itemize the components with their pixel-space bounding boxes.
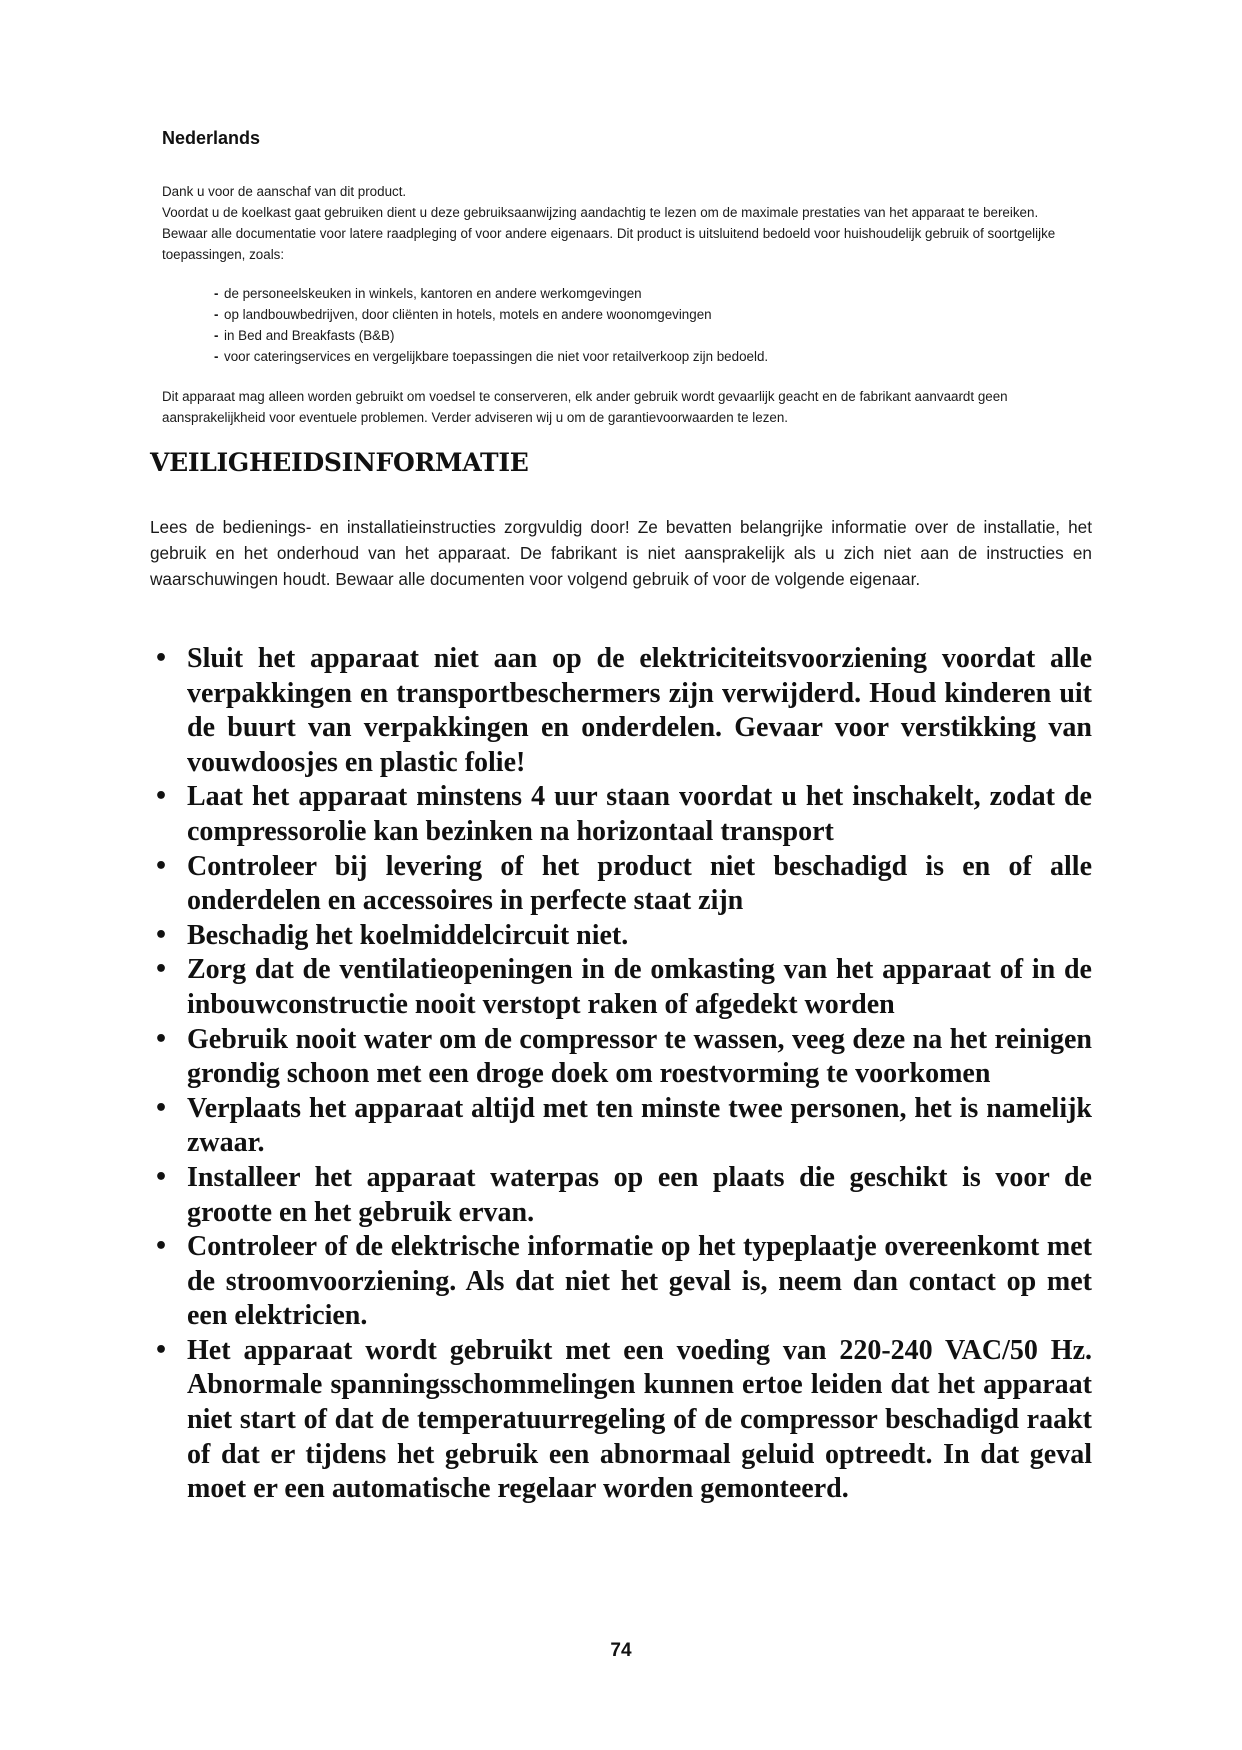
- page-number: 74: [610, 1640, 632, 1661]
- bullet-icon: •: [154, 922, 169, 948]
- warning-item: • Gebruik nooit water om de compressor te wassen, veeg deze na het reinigen grondig schoon met een droge doek om roestvorming te voorkomen: [154, 1023, 1092, 1090]
- list-item: - voor cateringservices en vergelijkbare toepassingen die niet voor retailverkoop zijn bedoeld.: [214, 346, 768, 367]
- bullet-icon: •: [154, 646, 169, 671]
- bullet-icon: •: [154, 957, 169, 983]
- disclaimer-text: Dit apparaat mag alleen worden gebruikt om voedsel te conserveren, elk ander gebruik wordt gevaarlijk geacht en de fabrikant aanvaardt geen aansprakelijkheid voor eventuele problemen. Verder adviseren wij u om de garantievoorwaarden te lezen.: [162, 389, 1008, 425]
- warning-item: • Beschadig het koelmiddelcircuit niet.: [150, 919, 1092, 954]
- language-heading: Nederlands: [162, 128, 261, 148]
- list-item: - in Bed and Breakfasts (B&B): [214, 325, 768, 346]
- dash-bullet-icon: -: [214, 307, 219, 322]
- safety-intro-text: Lees de bedienings- en installatieinstructies zorgvuldig door! Ze bevatten belangrijke informatie over de installatie, het gebruik en het onderhoud van het apparaat. De fabrikant is niet aansprakelijk als u zich niet aan de instructies en waarschuwingen houdt. Bewaar alle documenten voor volgend gebruik of voor de volgende eigenaar.: [150, 517, 1092, 589]
- bullet-icon: •: [154, 1095, 169, 1121]
- warning-item: • Zorg dat de ventilatieopeningen in de omkasting van het apparaat of in de inbouwconstructie nooit verstopt raken of afgedekt worden: [154, 954, 1092, 1020]
- bullet-icon: •: [154, 1026, 169, 1052]
- warning-item: • Controleer bij levering of het product niet beschadigd is en of alle onderdelen en accessoires in perfecte staat zijn: [154, 850, 1092, 917]
- warning-item: • Installeer het apparaat waterpas op een plaats die geschikt is voor de grootte en het gebruik ervan.: [154, 1161, 1092, 1228]
- intro-text: [162, 181, 1082, 265]
- intended-uses-list: [214, 283, 768, 367]
- safety-heading: VEILIGHEIDSINFORMATIE: [150, 448, 529, 477]
- intro-instructions: Voordat u de koelkast gaat gebruiken dient u deze gebruiksaanwijzing aandachtig te lezen om de maximale prestaties van het apparaat te bereiken. Bewaar alle documentatie voor latere raadpleging of voor andere eigenaars. Dit product is uitsluitend bedoeld voor huishoudelijk gebruik of soortgelijke toepassingen, zoals:: [162, 205, 1056, 262]
- list-item: - op landbouwbedrijven, door cliënten in hotels, motels en andere woonomgevingen: [214, 304, 768, 325]
- dash-bullet-icon: -: [214, 286, 219, 301]
- dash-bullet-icon: -: [214, 328, 219, 343]
- warning-item: • Controleer of de elektrische informatie op het typeplaatje overeenkomt met de stroomvoorziening. Als dat niet het geval is, neem dan contact op met een elektricien.: [154, 1231, 1092, 1332]
- dash-bullet-icon: -: [214, 349, 219, 364]
- intro-thanks: Dank u voor de aanschaf van dit product.: [162, 184, 407, 199]
- bullet-icon: •: [154, 853, 169, 879]
- warning-item: • Verplaats het apparaat altijd met ten minste twee personen, het is namelijk zwaar.: [154, 1092, 1092, 1159]
- warning-item: • Sluit het apparaat niet aan op de elektriciteitsvoorziening voordat alle verpakkingen en transportbeschermers zijn verwijderd. Houd kinderen uit de buurt van verpakkingen en onderdelen. Gevaar voor verstikking van vouwdoosjes en plastic folie!: [154, 643, 1092, 778]
- bullet-icon: •: [154, 1164, 169, 1190]
- bullet-icon: •: [154, 1234, 169, 1260]
- warning-item: • Laat het apparaat minstens 4 uur staan voordat u het inschakelt, zodat de compressorolie kan bezinken na horizontaal transport: [154, 781, 1092, 847]
- warning-item: • Het apparaat wordt gebruikt met een voeding van 220-240 VAC/50 Hz. Abnormale spanningsschommelingen kunnen ertoe leiden dat het apparaat niet start of dat de temperatuurregeling of de compressor beschadigd raakt of dat er tijdens het gebruik een abnormaal geluid optreedt. In dat geval moet er een automatische regelaar worden gemonteerd.: [154, 1334, 1092, 1505]
- bullet-icon: •: [154, 784, 169, 810]
- list-item: - de personeelskeuken in winkels, kantoren en andere werkomgevingen: [214, 283, 768, 304]
- safety-warnings-list: [150, 642, 1092, 1507]
- bullet-icon: •: [154, 1337, 169, 1363]
